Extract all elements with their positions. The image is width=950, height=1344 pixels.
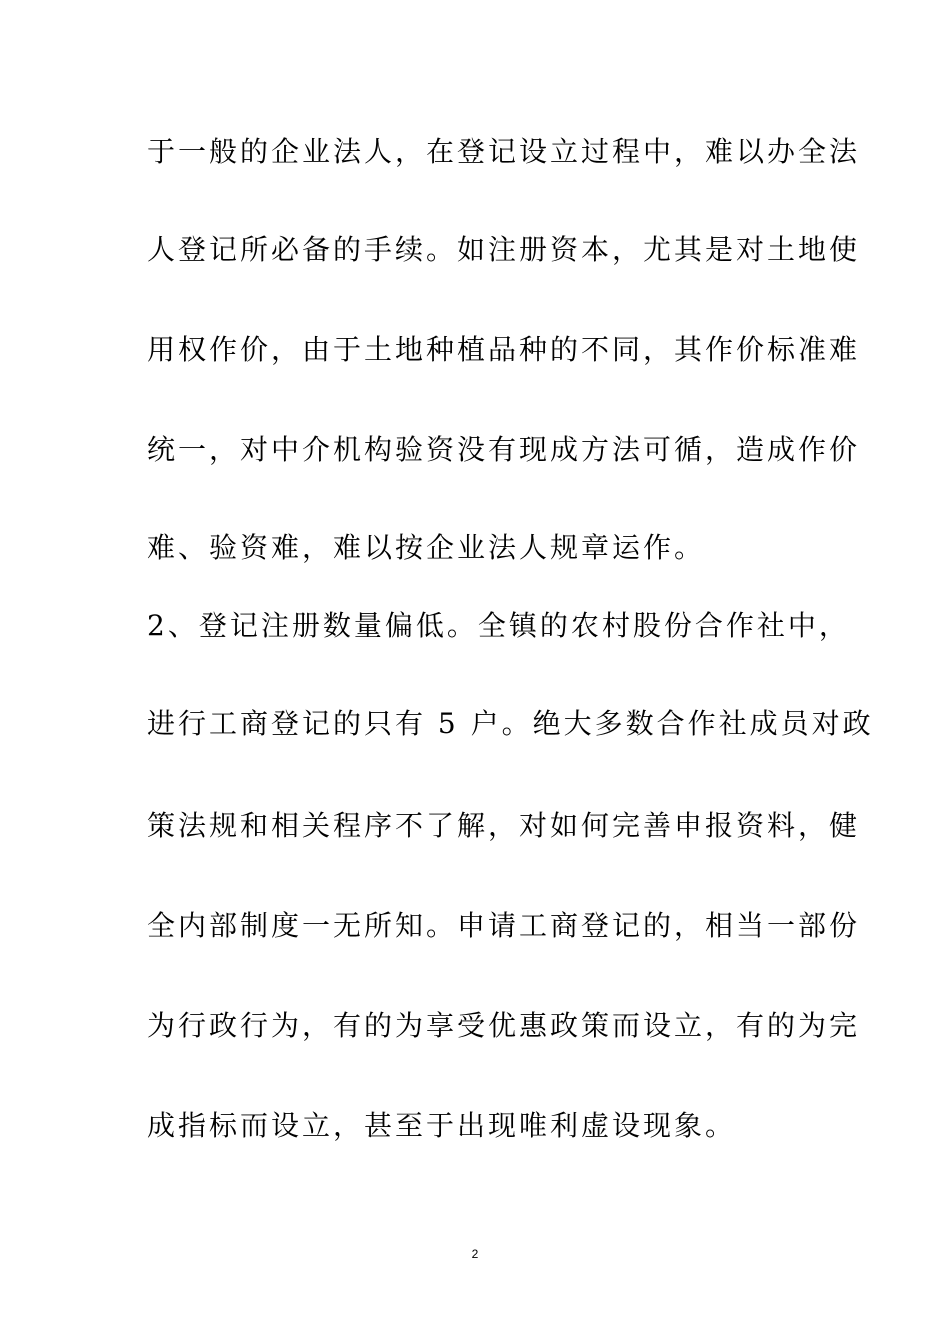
paragraph-line: 人登记所必备的手续。如注册资本，尤其是对土地使 — [147, 233, 861, 266]
paragraph-line: 2、登记注册数量偏低。全镇的农村股份合作社中， — [147, 609, 850, 642]
paragraph-line: 统一，对中介机构验资没有现成方法可循，造成作价 — [147, 433, 861, 466]
paragraph-line: 策法规和相关程序不了解，对如何完善申报资料，健 — [147, 809, 861, 842]
paragraph-line: 用权作价，由于土地种植品种的不同，其作价标准难 — [147, 333, 861, 366]
paragraph-line: 难、验资难，难以按企业法人规章运作。 — [147, 531, 706, 564]
paragraph-line: 于一般的企业法人，在登记设立过程中，难以办全法 — [147, 135, 861, 168]
paragraph-line: 成指标而设立，甚至于出现唯利虚设现象。 — [147, 1109, 737, 1142]
paragraph-line: 为行政行为，有的为享受优惠政策而设立，有的为完 — [147, 1009, 861, 1042]
paragraph-line: 全内部制度一无所知。申请工商登记的，相当一部份 — [147, 909, 861, 942]
paragraph-line: 进行工商登记的只有 5 户。绝大多数合作社成员对政 — [147, 707, 874, 740]
page-number: 2 — [471, 1247, 479, 1261]
